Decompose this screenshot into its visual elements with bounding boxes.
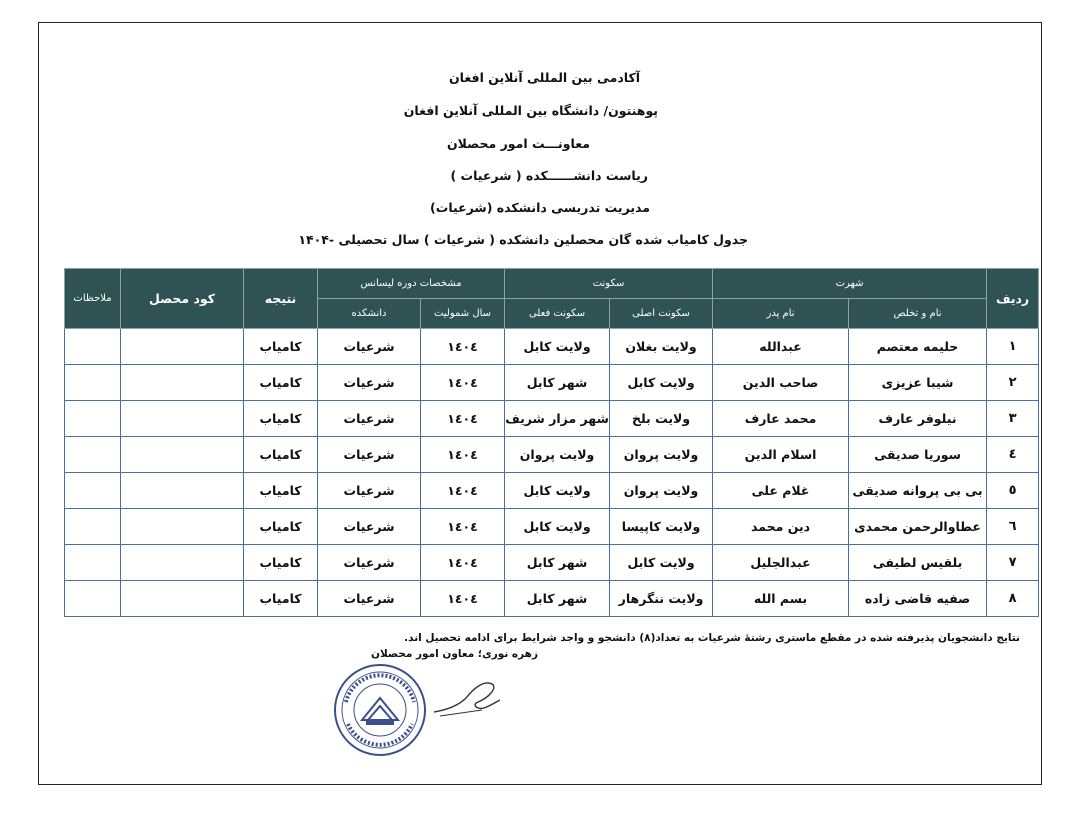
cell-original-residence: ولایت بلخ — [610, 401, 713, 437]
header-teaching-management: مدیریت تدریسی دانشکده (شرعیات) — [430, 200, 650, 215]
col-header-remarks: ملاحظات — [65, 269, 121, 329]
header-university: پوهنتون/ دانشگاه بین المللی آنلاین افغان — [403, 103, 658, 118]
cell-result: کامیاب — [244, 509, 318, 545]
cell-student-code — [121, 401, 244, 437]
cell-remarks — [65, 509, 121, 545]
cell-father: عبدالجلیل — [713, 545, 849, 581]
cell-faculty: شرعیات — [318, 545, 421, 581]
cell-original-residence: ولایت پروان — [610, 473, 713, 509]
cell-faculty: شرعیات — [318, 473, 421, 509]
table-row — [65, 509, 1039, 545]
cell-current-residence: شهر کابل — [505, 581, 610, 617]
cell-result: کامیاب — [244, 329, 318, 365]
cell-faculty: شرعیات — [318, 329, 421, 365]
cell-remarks — [65, 437, 121, 473]
col-header-residence: سکونت — [505, 269, 713, 299]
cell-student-code — [121, 545, 244, 581]
col-header-current-residence: سکونت فعلی — [505, 299, 610, 329]
cell-entry-year: ۱٤۰٤ — [421, 473, 505, 509]
header-table-title: جدول کامیاب شده گان محصلین دانشکده ( شرعیات ) سال تحصیلی -۱۴۰۴ — [298, 232, 748, 247]
cell-student-code — [121, 581, 244, 617]
cell-entry-year: ۱٤۰٤ — [421, 437, 505, 473]
table-row — [65, 545, 1039, 581]
cell-row-num: ۸ — [987, 581, 1039, 617]
cell-faculty: شرعیات — [318, 437, 421, 473]
cell-faculty: شرعیات — [318, 581, 421, 617]
cell-student-code — [121, 509, 244, 545]
cell-result: کامیاب — [244, 473, 318, 509]
cell-name: شیبا عزیزی — [849, 365, 987, 401]
cell-faculty: شرعیات — [318, 365, 421, 401]
col-header-bachelor: مشخصات دوره لیسانس — [318, 269, 505, 299]
cell-entry-year: ۱٤۰٤ — [421, 509, 505, 545]
cell-row-num: ۱ — [987, 329, 1039, 365]
cell-row-num: ٦ — [987, 509, 1039, 545]
cell-current-residence: شهر مزار شریف — [505, 401, 610, 437]
cell-original-residence: ولایت پروان — [610, 437, 713, 473]
cell-remarks — [65, 329, 121, 365]
cell-original-residence: ولایت بغلان — [610, 329, 713, 365]
cell-student-code — [121, 437, 244, 473]
graduates-table — [64, 268, 1039, 617]
table-row — [65, 401, 1039, 437]
cell-row-num: ۲ — [987, 365, 1039, 401]
cell-father: عبدالله — [713, 329, 849, 365]
cell-student-code — [121, 473, 244, 509]
cell-student-code — [121, 365, 244, 401]
cell-row-num: ٤ — [987, 437, 1039, 473]
cell-row-num: ٥ — [987, 473, 1039, 509]
cell-row-num: ۳ — [987, 401, 1039, 437]
cell-student-code — [121, 329, 244, 365]
col-header-row-num: ردیف — [987, 269, 1039, 329]
cell-entry-year: ۱٤۰٤ — [421, 365, 505, 401]
table-row — [65, 437, 1039, 473]
cell-remarks — [65, 365, 121, 401]
cell-result: کامیاب — [244, 365, 318, 401]
cell-name: سوریا صدیقی — [849, 437, 987, 473]
table-row — [65, 329, 1039, 365]
col-header-original-residence: سکونت اصلی — [610, 299, 713, 329]
cell-name: حلیمه معتصم — [849, 329, 987, 365]
cell-original-residence: ولایت کابل — [610, 365, 713, 401]
cell-entry-year: ۱٤۰٤ — [421, 581, 505, 617]
cell-name: صفیه قاضی زاده — [849, 581, 987, 617]
cell-faculty: شرعیات — [318, 401, 421, 437]
header-faculty-presidency: ریاست دانشــــــکده ( شرعیات ) — [450, 168, 648, 183]
cell-father: صاحب الدین — [713, 365, 849, 401]
col-header-entry-year: سال شمولیت — [421, 299, 505, 329]
cell-faculty: شرعیات — [318, 509, 421, 545]
cell-father: بسم الله — [713, 581, 849, 617]
cell-remarks — [65, 473, 121, 509]
cell-current-residence: شهر کابل — [505, 545, 610, 581]
cell-father: غلام علی — [713, 473, 849, 509]
cell-entry-year: ۱٤۰٤ — [421, 545, 505, 581]
signer-name: زهره نوری؛ معاون امور محصلان — [370, 648, 538, 660]
footer-note: نتایج دانشجویان پذیرفته شده در مقطع ماستری رشتهٔ شرعیات به تعداد(۸) دانشجو و واجد شرایط برای ادامه تحصیل اند. — [404, 632, 1020, 644]
cell-current-residence: ولایت کابل — [505, 329, 610, 365]
cell-current-residence: ولایت کابل — [505, 509, 610, 545]
table-row — [65, 473, 1039, 509]
table-row — [65, 365, 1039, 401]
cell-row-num: ۷ — [987, 545, 1039, 581]
cell-result: کامیاب — [244, 581, 318, 617]
cell-current-residence: ولایت کابل — [505, 473, 610, 509]
col-header-father: نام پدر — [713, 299, 849, 329]
header-academy: آکادمی بین المللی آنلاین افغان — [448, 70, 640, 85]
cell-original-residence: ولایت ننگرهار — [610, 581, 713, 617]
cell-name: نیلوفر عارف — [849, 401, 987, 437]
cell-entry-year: ۱٤۰٤ — [421, 401, 505, 437]
col-header-name: نام و تخلص — [849, 299, 987, 329]
cell-current-residence: شهر کابل — [505, 365, 610, 401]
university-seal-icon — [332, 662, 428, 758]
cell-original-residence: ولایت کاپیسا — [610, 509, 713, 545]
col-header-result: نتیجه — [244, 269, 318, 329]
cell-remarks — [65, 545, 121, 581]
cell-result: کامیاب — [244, 437, 318, 473]
cell-entry-year: ۱٤۰٤ — [421, 329, 505, 365]
header-deputy: معاونـــت امور محصلان — [447, 136, 590, 151]
cell-current-residence: ولایت پروان — [505, 437, 610, 473]
cell-result: کامیاب — [244, 401, 318, 437]
signature-icon — [432, 676, 502, 720]
cell-result: کامیاب — [244, 545, 318, 581]
cell-remarks — [65, 581, 121, 617]
cell-remarks — [65, 401, 121, 437]
cell-name: بی بی پروانه صدیقی — [849, 473, 987, 509]
col-header-student-code: کود محصل — [121, 269, 244, 329]
table-row — [65, 581, 1039, 617]
cell-father: اسلام الدین — [713, 437, 849, 473]
cell-father: محمد عارف — [713, 401, 849, 437]
cell-name: بلقیس لطیفی — [849, 545, 987, 581]
col-header-faculty: دانشکده — [318, 299, 421, 329]
cell-name: عطاوالرحمن محمدی — [849, 509, 987, 545]
cell-father: دین محمد — [713, 509, 849, 545]
cell-original-residence: ولایت کابل — [610, 545, 713, 581]
col-header-identity: شهرت — [713, 269, 987, 299]
